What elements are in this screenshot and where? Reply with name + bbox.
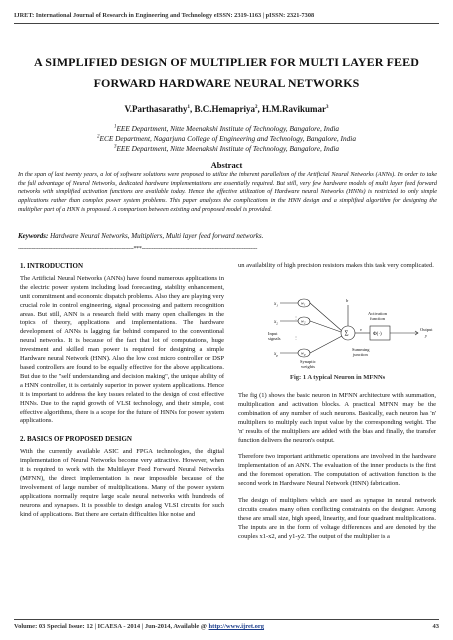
synaptic-label-2: weights (301, 364, 315, 369)
column-right-top: un availability of high precision resistors makes this task very complicated. (238, 262, 434, 269)
abstract-heading: Abstract (210, 160, 243, 170)
affiliation-2 (0, 134, 453, 143)
author-3-sup: 3 (326, 105, 329, 110)
page-footer (14, 623, 439, 630)
affiliation-1-text: EEE Department, Nitte Meenakshi Institute of Technology, Bangalore, India (116, 124, 340, 133)
footer-rule (14, 619, 439, 620)
footer-text: Volume: 03 Special Issue: 12 | ICAESA - 2014 | Jun-2014, Available @ (14, 623, 209, 630)
w1-label: $w_1$ (301, 300, 306, 307)
section-2-heading: 2. BASICS OF PROPOSED DESIGN (20, 435, 132, 444)
sum-symbol: Σ (344, 329, 349, 338)
summing-label-2: junction (353, 352, 368, 357)
affiliation-1-num: 1 (113, 124, 117, 130)
phi-label: Φ(·) (373, 332, 382, 337)
affiliation-2-num: 2 (97, 134, 100, 140)
title-line-1: A SIMPLIFIED DESIGN OF MULTIPLIER FOR MULTI LAYER FEED (33, 55, 420, 69)
affiliation-2-text: ECE Department, Nagarjuna College of Engineering and Technology, Bangalore, India (99, 134, 356, 143)
affiliation-1 (0, 124, 453, 133)
authors (0, 104, 453, 114)
v-label: v (360, 327, 362, 332)
w2-label: $w_2$ (301, 318, 306, 325)
activation-label: Activation (368, 311, 387, 316)
input-signals-label-2: signals (268, 336, 281, 341)
wp-label: $w_p$ (301, 350, 306, 357)
keywords (18, 232, 263, 240)
keywords-label: Keywords: (18, 232, 49, 240)
right-paragraph-2: Therefore two important arithmetic operations are involved in the hardware implementation of an ANN. The evaluation of the inner products is the first and the foremost operation. The computation of activation function is the second work in Hardware Neural Network (HNN) fabrication. (238, 453, 436, 488)
column-right-bottom (238, 392, 436, 542)
summing-label: Summing (352, 347, 370, 352)
section-1-heading: 1. INTRODUCTION (20, 262, 84, 270)
author-2-sup: 2 (255, 105, 258, 110)
neuron-diagram (270, 293, 440, 371)
activation-label-2: function (370, 316, 385, 321)
author-1-sup: 1 (187, 105, 191, 110)
header-rule (14, 23, 439, 24)
xp-label: $x_p$ (274, 352, 278, 358)
journal-header: IJRET: International Journal of Research in Engineering and Technology eISSN: 2319-1163 | pISSN: 2321-7308 (14, 12, 315, 19)
author-2: , B.C.Hemapriya (190, 104, 256, 114)
x1-label: $x_1$ (274, 302, 278, 308)
paper-title (20, 52, 433, 94)
author-1: V.Parthasarathy (124, 104, 188, 114)
right-paragraph-3: The design of multipliers which are used as synapse in neural network circuits creates many often conflicting constraints on the designer. Among these are small size, high speed, linearity, and four quadrant multiplications. The inputs are in the form of voltage differences and are denoted by the couples x1-x2, and y1-y2. The output of the multiplier is a (238, 497, 436, 540)
synaptic-label: Synaptic (300, 359, 316, 364)
affiliation-3-num: 3 (113, 144, 117, 150)
section-1-text: The Artificial Neural Networks (ANNs) have found numerous applications in the electric power system including load forecasting, stability enhancement, unit commitment and economic dispatch problems. Also they are playing very crucial role in control engineering, signal processing and pattern recognition areas. But still, ANN is a research field with many open challenges in the topics of theory, applications and implementations. The hardware development of ANNs is lagging far behind compared to the conventional neural networks. It is because of the fact that lot of computations, huge investment and skilled man power is required for designing a simple Hardware neural Network (HNN). Also the low cost micro controller or DSP based controllers are found to be equally effective for the above applications. But due to the "self understanding and decision making", the unique ability of a HNN controller, it is certainly superior in power system applications. Hence it is important to address the key issues related to the design of cost effective HNNs. Due to the rapid growth of VLSI technology, and their simple, cost effective algorithms, there is a scope for the future of HNNs for power system applications. (20, 274, 224, 425)
affiliation-3-text: EEE Department, Nitte Meenakshi Institute of Technology, Bangalore, India (116, 144, 340, 153)
page-number: 43 (432, 623, 439, 630)
section-2-text: With the currently available ASIC and FPGA technologies, the digital implementation of Neural Networks become very attractive. However, when it is required to work with the Multilayer Feed Forward Neural Networks (MFNN), the direct implementation is near impossible because of the involvement of large number of multiplications. Many of the power system applications normally require large scale neural networks with hundreds of neurons and synapses. It is possible to design analog VLSI circuits for such kind of applications. But there are certain difficulties like noise and (20, 448, 224, 518)
input-signals-label: Input (268, 331, 278, 336)
abstract-text: In the span of last twenty years, a lot of software solutions were proposed to utilize the inherent parallelism of the Artificial Neural Networks (ANNs). In order to take the full advantage of Neural Networks, dedicated hardware implementations are essentially required. But still, very few hardware models of multi layer feed forward networks with simplified activation functions are available today. Hence the effective utilization of Hardware neural Networks (HNNs) is restricted to only simple applications rather than complex power system problems. This paper analyzes the complications in the HNN design and a simplified algorithm for designing the multiplier part of a HNN is proposed. A comparison between existing and proposed model is provided. (18, 171, 437, 213)
affiliation-3 (0, 144, 453, 153)
x2-label: $x_2$ (274, 320, 278, 326)
column-left (20, 262, 224, 519)
keywords-text: Hardware Neural Networks, Multipliers, Multi layer feed forward networks. (48, 232, 264, 240)
footer-url-link[interactable]: http://www.ijret.org (208, 623, 265, 630)
bias-label: b (346, 298, 349, 303)
right-paragraph-1: The fig (1) shows the basic neuron in MFNN architecture with summation, multiplication and activation blocks. A practical MFNN may be the combination of any number of such neurons. Basically, each neuron has 'n' multipliers to multiply each input value by the corresponding weight. The 'n' results of the multipliers are added with the bias and finally, the transfer function delivers the neuron's output. (238, 392, 436, 444)
separator-line: --------------------------------------------------------------------***-------------------------------------------------------------------- (18, 246, 258, 252)
figure-caption: Fig: 1 A typical Neuron in MFNNs (290, 374, 386, 381)
title-line-2: FORWARD HARDWARE NEURAL NETWORKS (93, 76, 360, 90)
vdots-2: ⋮ (294, 335, 298, 340)
output-label: Output (420, 327, 433, 332)
author-3: , H.M.Ravikumar (257, 104, 327, 114)
output-y-label: y (425, 333, 427, 338)
vdots-1: ⋮ (294, 315, 298, 320)
